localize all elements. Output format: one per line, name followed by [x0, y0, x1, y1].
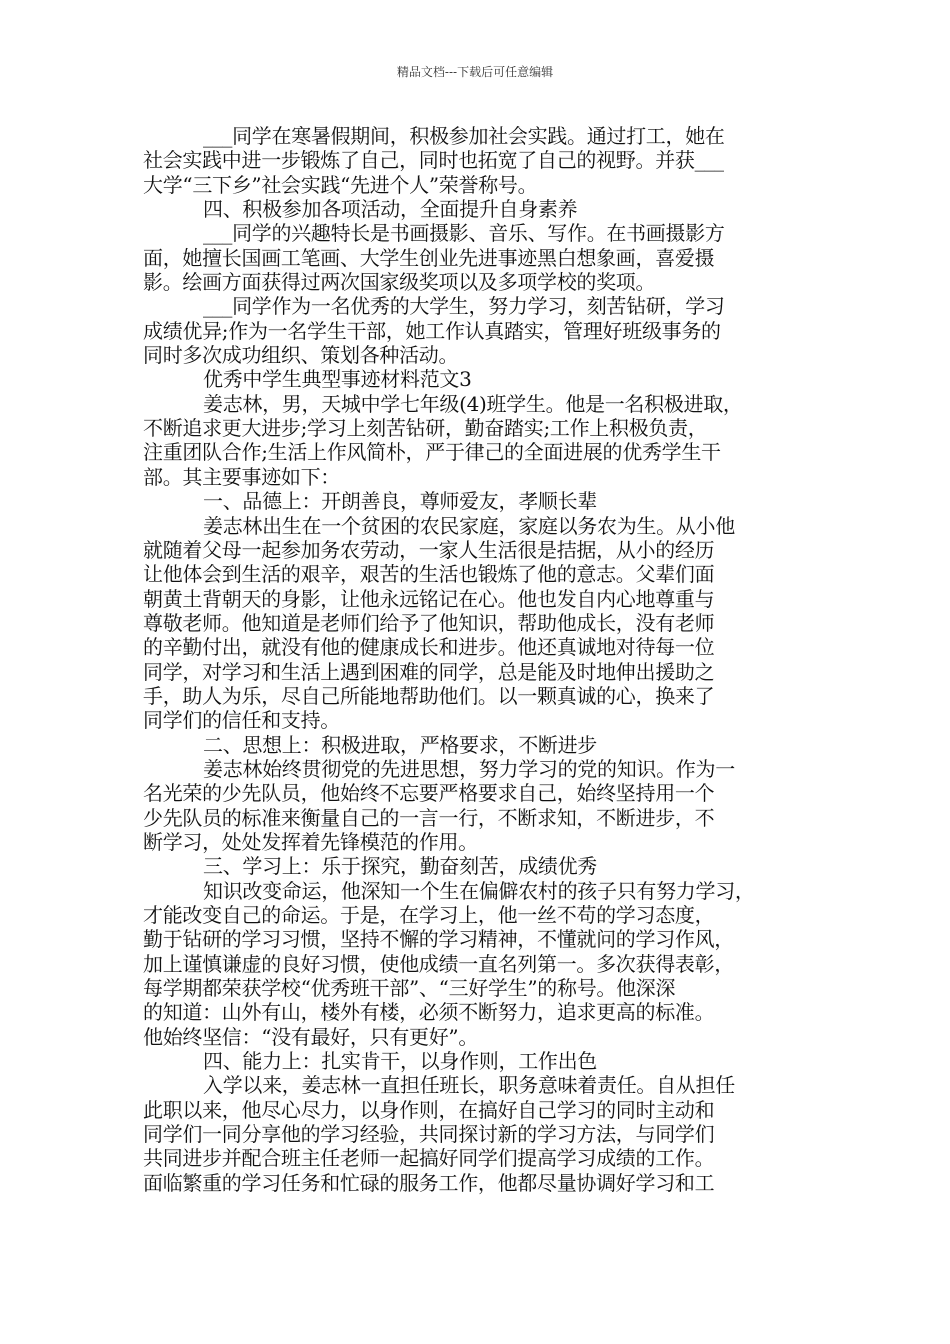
text-line: 姜志林出生在一个贫困的农民家庭，家庭以务农为生。从小他 [203, 513, 735, 538]
text-line: 注重团队合作;生活上作风简朴，严于律己的全面进展的优秀学生干 [143, 440, 721, 465]
text-line: 一、品德上：开朗善良，尊师爱友，孝顺长辈 [203, 489, 597, 514]
text-line: 共同进步并配合班主任老师一起搞好同学们提高学习成绩的工作。 [143, 1146, 715, 1171]
text-line: 面临繁重的学习任务和忙碌的服务工作，他都尽量协调好学习和工 [143, 1170, 715, 1195]
text-line: 同学们一同分享他的学习经验，共同探讨新的学习方法，与同学们 [143, 1122, 715, 1147]
text-line: 四、积极参加各项活动，全面提升自身素养 [203, 197, 578, 222]
text-line: ___同学作为一名优秀的大学生，努力学习，刻苦钻研，学习 [203, 294, 725, 319]
text-line: 知识改变命运，他深知一个生在偏僻农村的孩子只有努力学习， [203, 878, 755, 903]
text-line: 才能改变自己的命运。于是，在学习上，他一丝不苟的学习态度， [143, 903, 715, 927]
text-line: 社会实践中进一步锻炼了自己，同时也拓宽了自己的视野。并获___ [143, 148, 724, 173]
text-line: 他始终坚信：“没有最好，只有更好”。 [143, 1024, 479, 1049]
text-line: 三、学习上：乐于探究，勤奋刻苦，成绩优秀 [203, 854, 597, 879]
page-header: 精品文档---下载后可任意编辑 [396, 65, 554, 79]
text-line: 入学以来，姜志林一直担任班长，职务意味着责任。自从担任 [203, 1073, 735, 1098]
text-line: 少先队员的标准来衡量自己的一言一行，不断求知，不断进步，不 [143, 805, 715, 830]
text-line: ___同学的兴趣特长是书画摄影、音乐、写作。在书画摄影方 [203, 221, 725, 246]
text-line: 同学们的信任和支持。 [143, 708, 340, 733]
text-line: 姜志林始终贯彻党的先进思想，努力学习的党的知识。作为一 [203, 756, 735, 781]
text-line: 断学习，处处发挥着先锋模范的作用。 [143, 829, 478, 854]
document-body [143, 124, 808, 1195]
text-line: 的辛勤付出，就没有他的健康成长和进步。他还真诚地对待每一位 [143, 635, 715, 660]
text-line: 优秀中学生典型事迹材料范文3 [203, 367, 472, 392]
text-line: 名光荣的少先队员，他始终不忘要严格要求自己，始终坚持用一个 [143, 781, 715, 806]
text-line: 大学“三下乡”社会实践“先进个人”荣誉称号。 [143, 172, 538, 197]
text-line: ___同学在寒暑假期间，积极参加社会实践。通过打工，她在 [203, 124, 725, 148]
text-line: 勤于钻研的学习习惯，坚持不懈的学习精神，不懂就问的学习作风， [143, 927, 734, 952]
text-line: 成绩优异;作为一名学生干部，她工作认真踏实，管理好班级事务的 [143, 318, 721, 343]
text-line: 同时多次成功组织、策划各种活动。 [143, 343, 459, 368]
text-line: 朝黄土背朝天的身影，让他永远铭记在心。他也发自内心地尊重与 [143, 586, 715, 611]
text-line: 部。其主要事迹如下： [143, 464, 340, 489]
text-line: 面，她擅长国画工笔画、大学生创业先进事迹黑白想象画，喜爱摄 [143, 245, 715, 270]
text-line: 此职以来，他尽心尽力，以身作则，在搞好自己学习的同时主动和 [143, 1097, 715, 1122]
text-line: 影。绘画方面获得过两次国家级奖项以及多项学校的奖项。 [143, 270, 656, 295]
text-line: 每学期都荣获学校“优秀班干部”、“三好学生”的称号。他深深 [143, 976, 676, 1001]
text-line: 手，助人为乐，尽自己所能地帮助他们。以一颗真诚的心，换来了 [143, 683, 715, 708]
text-line: 就随着父母一起参加务农劳动，一家人生活很是拮据，从小的经历 [143, 537, 715, 562]
text-line: 加上谨慎谦虚的良好习惯，使他成绩一直名列第一。多次获得表彰， [143, 951, 734, 976]
text-line: 姜志林，男，天城中学七年级(4)班学生。他是一名积极进取， [203, 391, 743, 416]
text-line: 尊敬老师。他知道是老师们给予了他知识，帮助他成长，没有老师 [143, 610, 715, 635]
text-line: 让他体会到生活的艰辛，艰苦的生活也锻炼了他的意志。父辈们面 [143, 562, 715, 587]
text-line: 的知道：山外有山，楼外有楼，必须不断努力，追求更高的标准。 [143, 1000, 715, 1025]
text-line: 不断追求更大进步;学习上刻苦钻研，勤奋踏实;工作上积极负责， [143, 416, 708, 441]
text-line: 四、能力上：扎实肯干，以身作则，工作出色 [203, 1049, 597, 1074]
text-line: 同学，对学习和生活上遇到困难的同学，总是能及时地伸出援助之 [143, 659, 715, 684]
text-line: 二、思想上：积极进取，严格要求，不断进步 [203, 732, 597, 757]
